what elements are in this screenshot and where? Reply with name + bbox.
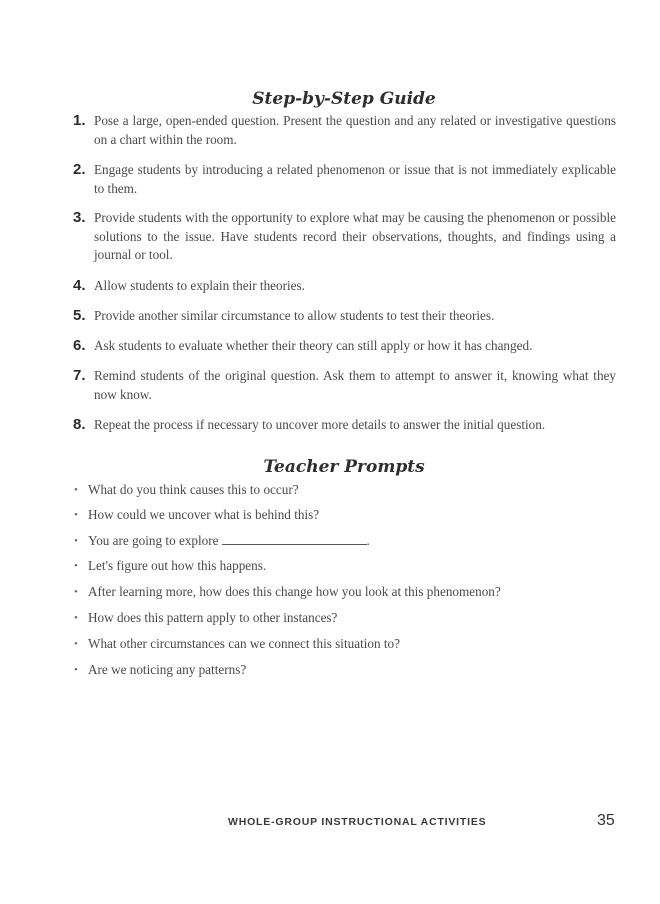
step-by-step-guide-title: Step-by-Step Guide <box>252 89 436 109</box>
page-number: 35 <box>597 812 615 829</box>
prompt-text: After learning more, how does this change how you look at this phenomenon? <box>88 584 501 599</box>
bullet-icon: • <box>74 484 78 496</box>
step-text: Engage students by introducing a related phenomenon or issue that is not immediately explicable to them. <box>94 162 616 196</box>
prompt-text: Let's figure out how this happens. <box>88 558 267 573</box>
bullet-icon: • <box>74 509 78 521</box>
bullet-icon: • <box>74 560 78 572</box>
step-number: 1. <box>73 112 86 129</box>
step-text: Pose a large, open-ended question. Present the question and any related or investigative questions on a chart within the room. <box>94 113 616 147</box>
prompt-text: How does this pattern apply to other instances? <box>88 610 338 625</box>
blank-suffix: . <box>366 533 370 548</box>
step-number: 4. <box>73 277 86 294</box>
step-text: Provide students with the opportunity to explore what may be causing the phenomenon or possible solutions to the issue. Have students record their observations, thoughts, and findings using a journal or tool. <box>94 210 616 262</box>
bullet-icon: • <box>74 612 78 624</box>
step-item <box>73 209 616 265</box>
step-item <box>73 367 616 404</box>
fill-in-blank-line <box>222 532 367 545</box>
step-number: 7. <box>73 367 86 384</box>
step-text: Remind students of the original question. Ask them to attempt to answer it, knowing what they now know. <box>94 368 616 402</box>
step-text: Allow students to explain their theories. <box>94 278 305 293</box>
footer-section-label: WHOLE-GROUP INSTRUCTIONAL ACTIVITIES <box>228 816 487 828</box>
step-item <box>73 337 616 356</box>
step-number: 3. <box>73 209 86 226</box>
step-item <box>73 307 616 326</box>
prompt-text: Are we noticing any patterns? <box>88 662 247 677</box>
step-item <box>73 277 616 296</box>
teacher-prompts-title: Teacher Prompts <box>263 457 425 477</box>
step-text: Ask students to evaluate whether their theory can still apply or how it has changed. <box>94 338 533 353</box>
prompt-item <box>74 481 299 499</box>
prompt-text: You are going to explore <box>88 533 219 548</box>
step-text: Provide another similar circumstance to allow students to test their theories. <box>94 308 495 323</box>
prompt-text: What other circumstances can we connect this situation to? <box>88 636 400 651</box>
bullet-icon: • <box>74 638 78 650</box>
prompt-item <box>74 583 501 601</box>
prompt-item <box>74 609 337 627</box>
prompt-item <box>74 661 246 679</box>
bullet-icon: • <box>74 535 78 547</box>
prompt-text: What do you think causes this to occur? <box>88 482 299 497</box>
step-item <box>73 161 616 198</box>
step-text: Repeat the process if necessary to uncover more details to answer the initial question. <box>94 417 546 432</box>
prompt-item <box>74 532 370 550</box>
bullet-icon: • <box>74 664 78 676</box>
step-item <box>73 416 616 435</box>
step-number: 2. <box>73 161 86 178</box>
bullet-icon: • <box>74 586 78 598</box>
prompt-item <box>74 506 319 524</box>
prompt-item <box>74 635 400 653</box>
step-number: 6. <box>73 337 86 354</box>
step-number: 8. <box>73 416 86 433</box>
step-item <box>73 112 616 149</box>
step-number: 5. <box>73 307 86 324</box>
prompt-item <box>74 557 266 575</box>
prompt-text: How could we uncover what is behind this? <box>88 507 320 522</box>
